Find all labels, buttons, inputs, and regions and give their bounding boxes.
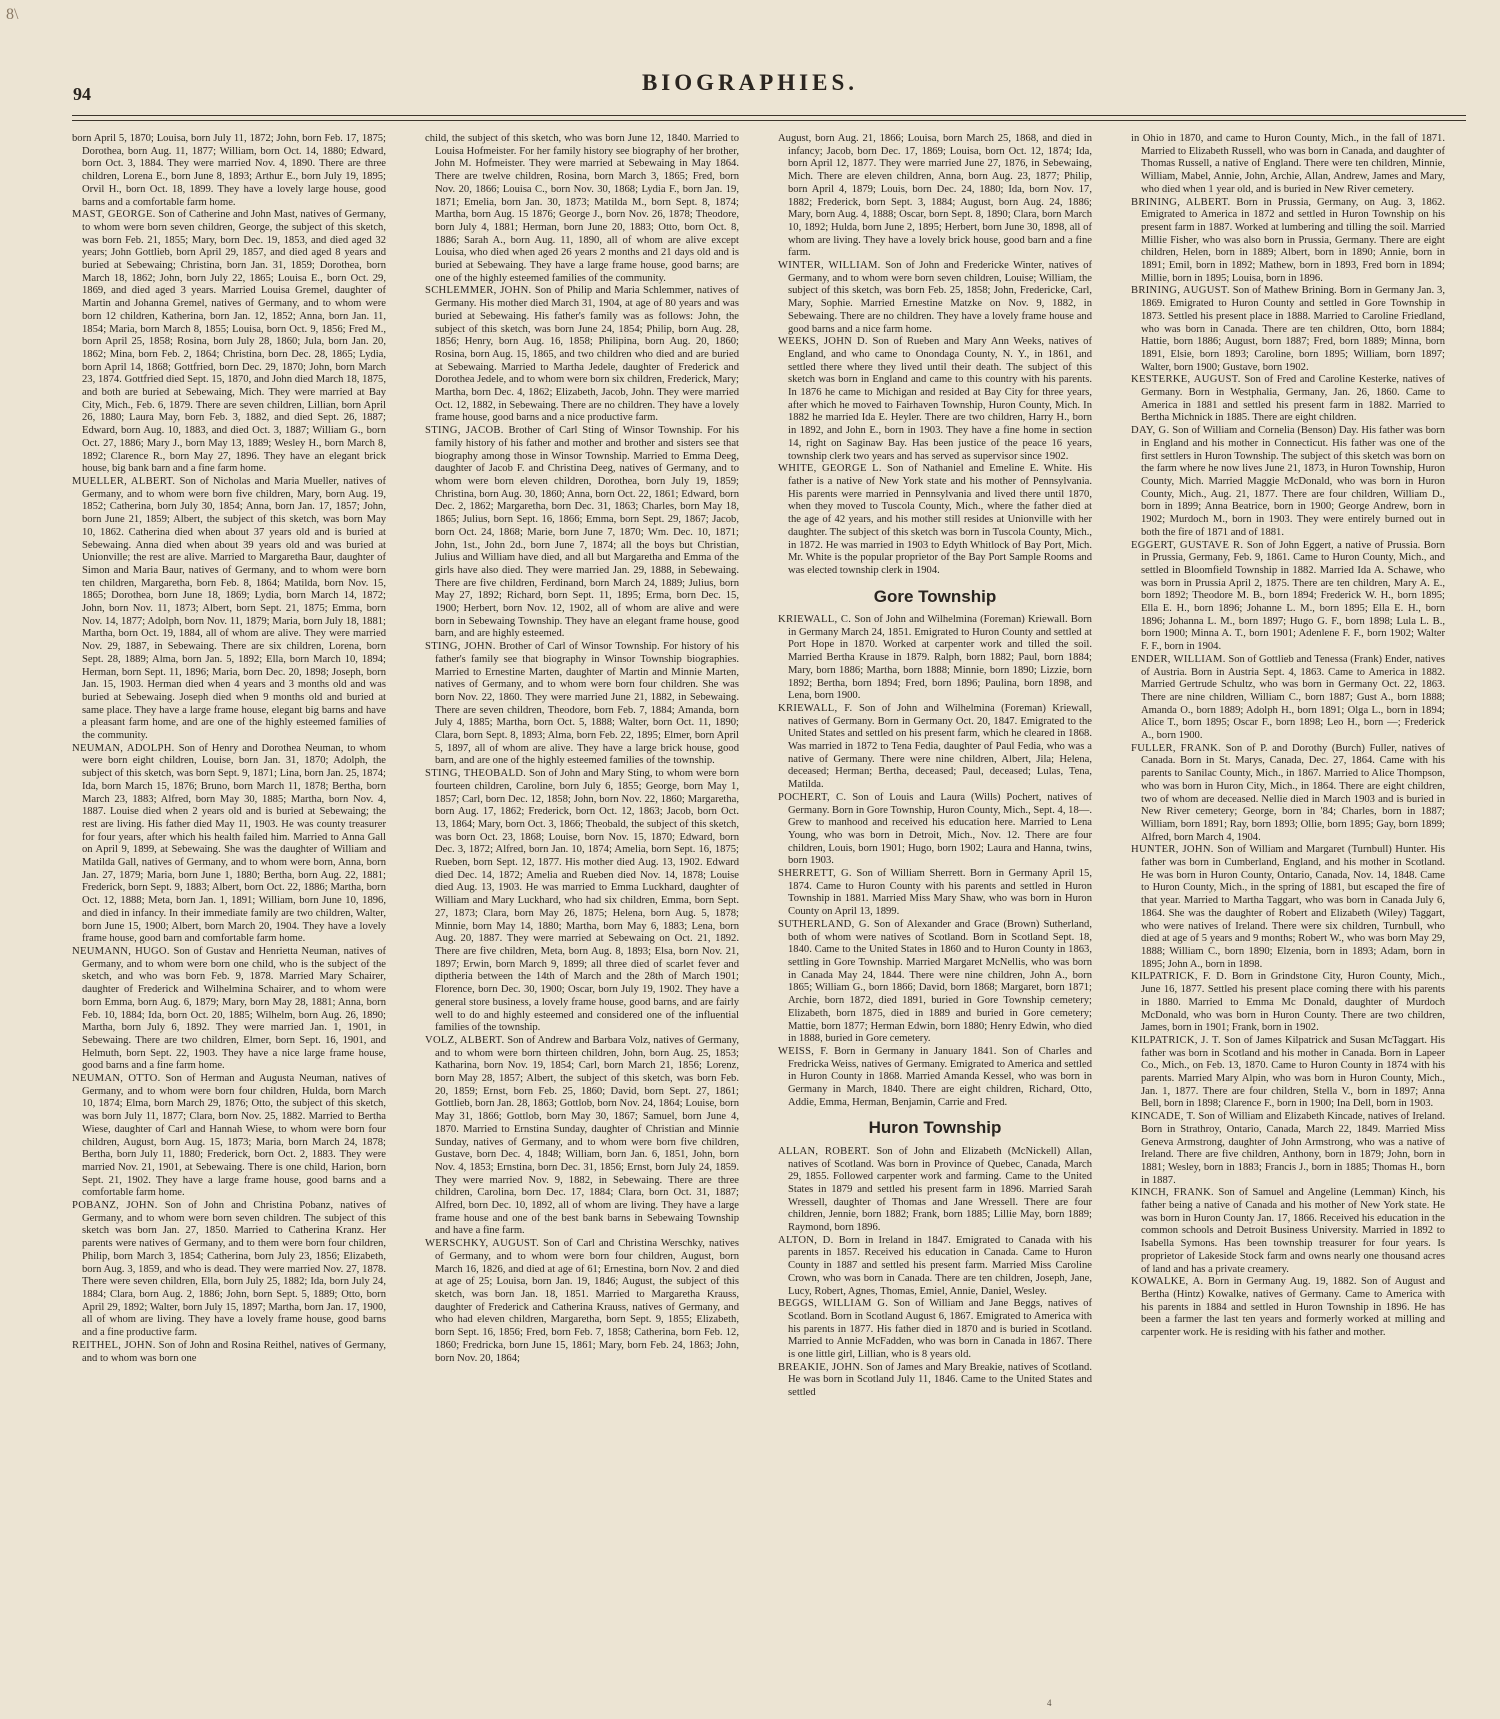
entry-name: KILPATRICK, J. T. — [1131, 1034, 1221, 1046]
entry-name: NEUMANN, HUGO. — [72, 946, 170, 957]
entry-text: August, born Aug. 21, 1866; Louisa, born March 25, 1868, and died in infancy; Jacob, born Dec. 17, 1869; Louisa, born Oct. 12, 1874; Ida, born April 12, 1877. They were married June 27, 1876, in Sebewaing, Mich. There are eleven children, Anna, born Aug. 23, 1877; Philip, born April 4, 1879; Louis, born Dec. 24, 1880; Ida, born Nov. 17, 1882; Frederick, born Sept. 3, 1884; August, born Aug. 24, 1886; Mary, born Aug. 4, 1888; Oscar, born Sept. 8, 1890; Clara, born March 10, 1892; Hulda, born June 2, 1895; Herbert, born June 30, 1898, all of whom are living. They have a lovely brick house, good barn and a fine farm. — [778, 133, 1092, 259]
entry-text: Born in Germany Aug. 19, 1882. Son of August and Bertha (Hintz) Kowalke, natives of Germany. Came to America with his parents in 1884 and settled in Huron Township in 1896. He has been a farmer the last ten years and formerly worked at milling and carpenter work. He is residing with his father and mother. — [1141, 1276, 1445, 1339]
entry-text: Son of John and Wilhelmina (Foreman) Kriewall, natives of Germany. Born in Germany Oct. 20, 1847. Emigrated to the United States and settled on his present farm, which he cleared in 1868. Was married in 1872 to Tena Fedia, daughter of Paul Fedia, who was a native of Germany. There were nine children, Albert, Jila; Helena, deceased; Herman; Bertha, deceased; Paul, deceased; Lulas, Tena, Matilda. — [788, 702, 1092, 791]
biography-entry — [1131, 1276, 1445, 1340]
page-number: 94 — [73, 84, 91, 104]
entry-name: STING, THEOBALD. — [425, 768, 527, 780]
entry-name: POBANZ, JOHN. — [72, 1200, 158, 1212]
entry-text: Son of Alexander and Grace (Brown) Sutherland, both of whom were natives of Scotland. Born in Scotland Sept. 18, 1840. Came to the United States in 1860 and to Huron County in 1863, settling in Gore Township. Married Margaret McNellis, who was born in Canada May 24, 1844. There were nine children, John A., born 1865; William G., born 1866; David, born 1868; Margaret, born 1871; Archie, born 1872, died 1891, buried in Gore Township cemetery; Elizabeth, born 1875, died in 1889 and buried in Gore cemetery; Mattie, born 1877; Herman Edwin, born 1880; Henry Edwin, who died in 1888, buried in Gore cemetery. — [788, 918, 1092, 1045]
entry-text: Son of Nicholas and Maria Mueller, natives of Germany, and to whom were born five children, Mary, born Aug. 19, 1852; Catherina, born July 30, 1854; Anna, born Jan. 17, 1857; John, born June 21, 1859; Albert, the subject of this sketch, was born May 10, 1862. Catherina died when about 37 years old and is buried at Sebewaing. Anna died when about 39 years old and was buried at Unionville; the rest are alive. Married to Margaretha Baur, daughter of Simon and Maria Baur, natives of Germany, and to whom were born ten children, Margaretha, born Feb. 8, 1864; Matilda, born Nov. 15, 1865; Dorothea, born June 18, 1869; Lydia, born March 14, 1872; John, born Nov. 11, 1873; Albert, born Sept. 21, 1875; Emma, born Nov. 14, 1877; Adolph, born Nov. 11, 1879; Maria, born July 18, 1881; Martha, born Oct. 19, 1884, all of whom are alive. They were married Nov. 29, 1887, in Sebewaing. There are six children, Lorena, born Sept. 28, 1889; Alma, born Jan. 5, 1892; Ella, born March 10, 1894; Herman, born Sept. 11, 1896; Maria, born Dec. 20, 1898; Joseph, born Jan. 15, 1903. Herman died when 4 years and 3 months old and was buried at Sebewaing. Joseph died when 9 months old and buried at same place. They have a large frame house, elegant big barns and have a pleasant farm home, and are one of the highly esteemed families of the community. — [82, 475, 386, 742]
entry-text: Son of John and Rosina Reithel, natives of Germany, and to whom was born one — [82, 1339, 386, 1364]
entry-text: in Ohio in 1870, and came to Huron County, Mich., in the fall of 1871. Married to Elizabeth Russell, who was born in Canada, and daughter of Thomas Russell, a native of England. There were ten children, Minnie, William, Mabel, Annie, John, Archie, Allan, Andrew, James and Mary, who died when 1 year old, and is buried in New River cemetery. — [1131, 133, 1445, 195]
biography-entry — [425, 425, 739, 641]
entry-text: Son of William Sherrett. Born in Germany April 15, 1874. Came to Huron County with his parents and settled in Huron Township in 1881. Married Miss Mary Shaw, who was born in Huron County on April 13, 1899. — [788, 868, 1092, 918]
entry-name: KINCH, FRANK. — [1131, 1187, 1214, 1199]
entry-name: BRINING, ALBERT. — [1131, 196, 1231, 208]
entry-text: Son of John and Elizabeth (McNickell) Allan, natives of Scotland. Was born in Province of Quebec, Canada, March 29, 1855. Followed carpenter work and farming. Came to the United States in 1879 and settled his present farm in 1896. Married Sarah Wressell, daughter of Thomas and Jane Wressell. There are four children, Jennie, born 1882; Frank, born 1885; Lillie May, born 1889; Raymond, born 1896. — [788, 1145, 1092, 1234]
entry-text: Son of John and Mary Sting, to whom were born fourteen children, Caroline, born July 6, 1855; George, born May 1, 1857; Carl, born Dec. 12, 1858; John, born Nov. 22, 1860; Margaretha, born Aug. 17, 1862; Frederick, born Oct. 12, 1863; Jacob, born Oct. 13, 1864; Mary, born Oct. 3, 1866; Theobald, the subject of this sketch, was born Oct. 23, 1868; Louise, born Nov. 15, 1870; Edward, born Dec. 3, 1872; Alfred, born Jan. 10, 1874; Amelia, born Sept. 16, 1875; Rueben, born Sept. 12, 1877. His mother died Aug. 13, 1902. Edward died Dec. 14, 1872; Amelia and Rueben died Nov. 14, 1878; Louise died Aug. 13, 1903. He was married to Emma Luckhard, daughter of William and Mary Luckhard, who had six children, Emma, born Sept. 27, 1873; Clara, born May 26, 1875; Helena, born Aug. 5, 1878; Minnie, born May 14, 1880; Martha, born May 6, 1883; Lena, born Aug. 20, 1887. They were married at Sebewaing on Oct. 21, 1892. There are five children, Meta, born Aug. 8, 1893; Elsa, born Nov. 21, 1897; Erwin, born March 9, 1899; all three died of scarlet fever and diptheria between the 14th of March and the 28th of March 1901; Florence, born Dec. 30, 1900; Oscar, born July 19, 1902. They have a general store business, a lovely frame house, good barns, and are fairly well to do and highly esteemed and considered one of the influential families of the township. — [435, 768, 739, 1034]
entry-text: Born in Ireland in 1847. Emigrated to Canada with his parents in 1857. Received his education in Canada. Came to Huron County in 1887 and settled his present farm. Married Miss Caroline Crown, who was born in Canada. There are ten children, Joseph, Jane, Lucy, Robert, Agnes, Thomas, Emiel, Annie, Daniel, Wesley. — [788, 1234, 1092, 1297]
entry-text: Son of John Eggert, a native of Prussia. Born in Prussia, Germany, Feb. 9, 1861. Came to Huron County, Mich., and settled in Bloomfield Township in 1882. Married Ida A. Schawe, who was born in Prussia April 2, 1875. There are ten children, Mary A. E., born 1892; Theodore M. B., born 1894; Frederick W. H., born 1895; Ella E. H., born 1896; Johanne L. M., born 1895; Ella E. H., born 1896; Johanna L. M., born 1897; Hugo G. F., born 1898; Lula L. B., born 1900; Minna A. T., born 1901; Adenlene F. F., born 1902; Walter F. F., born in 1904. — [1141, 539, 1445, 653]
biography-entry — [425, 768, 739, 1035]
biography-entry — [1131, 197, 1445, 286]
entry-name: KRIEWALL, F. — [778, 702, 853, 714]
entry-text: Son of Rueben and Mary Ann Weeks, natives of England, and who came to Onondaga County, N. Y., in 1861, and settled there where they lived until their death. The subject of this sketch was born in England and came to this country with his parents. In 1876 he came to Michigan and resided at Bay City for three years, after which he moved to Fairhaven Township, Huron County, Mich. In 1882 he married Ida E. Heyler. There are two children, Harry H., born in 1892, and John E., born in 1903. They have a fine home in section 14, right on Saginaw Bay. Has been justice of the peace 16 years, township clerk two years and has served as supervisor since 1902. — [788, 336, 1092, 462]
entry-name: KINCADE, T. — [1131, 1111, 1196, 1123]
entry-text: Son of Gustav and Henrietta Neuman, natives of Germany, and to whom were born one child, who is the subject of the sketch, and who was born Feb. 9, 1878. Married Mary Schairer, daughter of Frederick and Wilhelmina Schairer, and to whom were born Emma, born Aug. 6, 1879; Mary, born May 28, 1881; Anna, born Feb. 10, 1884; Ida, born Oct. 20, 1885; Wilhelm, born Aug. 26, 1890; Martha, born July 6, 1892. They were married Jan. 1, 1901, in Sebewaing. There are two children, Elmer, born Sept. 16, 1901, and Helmuth, born Sept. 22, 1903. They have a nice large frame house, good barns and a fine farm home. — [82, 946, 386, 1072]
column-2 — [425, 133, 739, 1688]
header-rule-thin — [72, 120, 1466, 121]
page-title: BIOGRAPHIES. — [641, 70, 859, 95]
biography-entry — [72, 946, 386, 1073]
biography-entry — [425, 641, 739, 768]
entry-text: Brother of Carl Sting of Winsor Township. For his family history of his father and mother and brother and sisters see that biography among those in Winsor Township. Married to Emma Deeg, daughter of Jacob F. and Christina Deeg, natives of Germany, and to whom were born eleven children, Dorothea, born July 19, 1859; Christina, born Aug. 30, 1860; Anna, born Oct. 22, 1861; Edward, born Dec. 2, 1862; Margaretha, born Dec. 31, 1863; Charles, born May 18, 1865; Julius, born Sept. 16, 1866; Emma, born Sept. 29, 1867; Jacob, born Oct. 24, 1868; Marie, born June 7, 1870; Wm. Dec. 10, 1871; John, 1st., John 2d., born June 7, 1874; all the boys but Christian, Julius and William have died, and all but Margaretha and Emma of the girls have also died. They were married Jan. 29, 1888, in Sebewaing. There are five children, Ferdinand, born March 24, 1889; Julius, born May 27, 1892; Richard, born Sept. 11, 1895; Erma, born Dec. 15, 1900; Herbert, born Nov. 12, 1902, all of whom are alive and were born in Sebewaing Township. They have an elegant frame house, good barn, and are highly esteemed. — [435, 425, 739, 640]
entry-text: Son of Catherine and John Mast, natives of Germany, to whom were born seven children, George, the subject of this sketch, was born Feb. 21, 1855; Mary, born Dec. 19, 1853, and died aged 32 years; John Gottlieb, born April 29, 1857, and died aged 8 years and buried at Sebewaing; Christina, born Jan. 31, 1859; Dorothea, born March 18, 1862; John, born July 22, 1865; Louisa E., born Oct. 29, 1869, and died aged 3 years. Married Louisa Gremel, daughter of Martin and Johanna Gremel, natives of Germany, and to whom were born 12 children, Katherina, born Jan. 12, 1852; Anna, born Jan. 11, 1854; Maria, born March 8, 1855; Louisa, born Oct. 9, 1856; Fred M., born April 25, 1858; Rosina, born July 28, 1860; Jula, born Jan. 20, 1862; Mina, born Feb. 2, 1864; Christina, born Dec. 28, 1865; Lydia, born April 14, 1868; Gottfried, born Dec. 29, 1870; John, born March 23, 1874. Gottfried died Sept. 15, 1870, and John died March 18, 1875, and both are buried at Sebewaing, Mich. They were married at Bay City, Mich., Feb. 6, 1879. There are seven children, Lillian, born April 26, 1880; Laura May, born Feb. 3, 1882, and died Sept. 26, 1887; Edward, born Aug. 10, 1883, and died Oct. 3, 1887; William G., born Oct. 27, 1886; Mary J., born May 13, 1889; Wesley H., born March 8, 1892; Clarence R., born May 27, 1896. They have an elegant brick house, big bank barn and a fine farm home. — [82, 209, 386, 475]
entry-name: ALTON, D. — [778, 1234, 834, 1246]
entry-text: Son of P. and Dorothy (Burch) Fuller, natives of Canada. Born in St. Marys, Canada, Dec. 27, 1864. Came with his parents to Sanilac County, Mich., in 1867. Married to Alice Thompson, who was born in Huron City, Mich., in 1864. There are eight children, two of whom are deceased. Nellie died in March 1903 and is buried in New River cemetery; George, born in '84; Charles, born in 1887; William, born 1891; Ray, born 1893; Ollie, born 1895; Gay, born 1899; Alfred, born March 4, 1904. — [1141, 742, 1445, 843]
entry-text: born April 5, 1870; Louisa, born July 11, 1872; John, born Feb. 17, 1875; Dorothea, born Aug. 11, 1877; William, born Oct. 14, 1880; Edward, born Oct. 3, 1884. They were married Nov. 4, 1890. There are three children, Lorena E., born June 8, 1893; Arthur E., born July 19, 1895; Orvil H., born Oct. 18, 1899. They have a lovely large house, good barns and a comfortable farm home. — [72, 133, 386, 208]
entry-text: Son of John and Wilhelmina (Foreman) Kriewall. Born in Germany March 24, 1851. Emigrated to Huron County and settled at Port Hope in 1870. Worked at carpenter work and tilled the soil. Married Bertha Krause in 1879. Ralph, born 1882; Paul, born 1884; Mary, born 1886; Martha, born 1888; Minnie, born 1890; Lizzie, born 1892; Bertha, born 1894; Fred, born 1896; Paulina, born 1898, and Lena, born 1900. — [788, 614, 1092, 702]
entry-name: SCHLEMMER, JOHN. — [425, 285, 532, 297]
entry-name: KILPATRICK, F. D. — [1131, 971, 1228, 983]
entry-name: MUELLER, ALBERT. — [72, 475, 176, 487]
biography-entry — [72, 133, 386, 209]
biography-entry — [778, 792, 1092, 868]
biography-entry — [72, 1073, 386, 1200]
entry-name: POCHERT, C. — [778, 791, 847, 803]
entry-text: Son of Mathew Brining. Born in Germany Jan. 3, 1869. Emigrated to Huron County and settled in Gore Township in 1873. Settled his present place in 1888. Married to Caroline Friedland, who was born in Canada. There are ten children, Otto, born 1884; Hattie, born 1886; August, born 1887; Fred, born 1889; Minna, born 1891, Elsie, born 1893; Caroline, born 1895; William, born 1897; Walter, born 1900; Gustave, born 1902. — [1141, 285, 1445, 373]
biography-entry — [1131, 374, 1445, 425]
entry-name: KRIEWALL, C. — [778, 614, 852, 625]
biography-entry — [778, 1298, 1092, 1362]
entry-text: Son of Gottlieb and Tenessa (Frank) Ender, natives of Austria. Born in Austria Sept. 4, 1863. Came to America in 1882. Married Gertrude Schultz, who was born in Germany Oct. 22, 1863. There are nine children, William C., born 1887; Gust A., born 1888; Amanda O., born 1889; Adolph H., born 1891; Olga L., born in 1894; Alice T., born 1895; Oscar F., born 1898; Leo H., born —; Frederick A., born 1900. — [1141, 653, 1445, 742]
biography-entry — [1131, 133, 1445, 197]
entry-name: NEUMAN, OTTO. — [72, 1073, 161, 1085]
entry-name: VOLZ, ALBERT. — [425, 1034, 505, 1046]
biography-entry — [778, 133, 1092, 260]
biography-entry — [778, 614, 1092, 703]
entry-name: NEUMAN, ADOLPH. — [72, 742, 175, 754]
entry-text: Son of Philip and Maria Schlemmer, natives of Germany. His mother died March 31, 1904, at age of 80 years and was buried at Sebewaing. His father's family was as follows: John, the subject of this sketch, was born June 24, 1854; Philip, born Aug. 28, 1856; Henry, born Aug. 16, 1858; Philipina, born Aug. 20, 1860; Rosina, born Aug. 15, 1865, and two children who died and are buried at Sebewaing. Married to Martha Jedele, daughter of Frederick and Dorothea Jedele, and to whom were born six children, Frederick, Mary; Martha, born Dec. 4, 1862; Elizabeth, Jacob, John. They were married Oct. 12, 1882, in Sebewaing. There are no children. They have a lovely frame house, good barns and a nice productive farm. — [435, 285, 739, 424]
entry-text: Born in Prussia, Germany, on Aug. 3, 1862. Emigrated to America in 1872 and settled in Huron Township on his present farm in 1887. Worked at lumbering and tilling the soil. Married Millie Fisher, who was also born in Prussia, Germany. There are eight children, Helen, born in 1889; Albert, born in 1890; Annie, born in 1891; Emil, born in 1892; Mathew, born in 1893, Fred born in 1894; Millie, born in 1895; Louisa, born in 1896. — [1141, 196, 1445, 284]
entry-text: Son of John and Christina Pobanz, natives of Germany, and to whom were born seven children. The subject of this sketch was born Jan. 27, 1850. Married to Catherina Kranz. Her parents were natives of Germany, and to them were born four children, Philip, born March 3, 1854; Catherina, born July 23, 1856; Elizabeth, born Aug. 3, 1859, and who is dead. They were married Nov. 27, 1878. There were seven children, Ella, born July 25, 1882; Ida, born July 24, 1884; Clara, born Aug. 2, 1886; John, born Sept. 5, 1889; Otto, born April 29, 1892; Walter, born July 15, 1897; Martha, born Jan. 17, 1900, all of whom are living. They have a lovely frame house, good barns and a fine productive farm. — [82, 1200, 386, 1339]
entry-text: Son of William and Cornelia (Benson) Day. His father was born in England and his mother in Connecticut. His father was one of the first settlers in Huron Township. The subject of this sketch was born on the farm where he now lives June 21, 1873, in Huron Township, Huron County, Mich. Married Maggie McDonald, who was born in Huron County, Mich., Aug. 21, 1877. There are four children, William D., born in 1899; Anna Beatrice, born in 1900; George Andrew, born in 1902; Murdoch M., born in 1903. They were entirely burned out in both the fire of 1871 and of 1881. — [1141, 425, 1445, 538]
entry-name: KOWALKE, A. — [1131, 1276, 1204, 1288]
entry-text: Son of Fred and Caroline Kesterke, natives of Germany. Born in Westphalia, Germany, Jan. 26, 1860. Came to America in 1881 and settled his present farm in 1882. Married to Bertha Michnick in 1885. There are eight children. — [1141, 374, 1445, 424]
biography-entry — [1131, 743, 1445, 845]
entry-text: Son of Louis and Laura (Wills) Pochert, natives of Germany. Born in Gore Township, Huron County, Mich., Sept. 4, 18—. Grew to manhood and received his education here. Married to Lena Young, who was born in Detroit, Mich., Nov. 12. There are four children, Louis, born 1901; Hugo, born 1902; Laura and Hanna, twins, born 1903. — [788, 791, 1092, 867]
biography-entry — [425, 1035, 739, 1238]
entry-text: Born in Grindstone City, Huron County, Mich., June 16, 1877. Settled his present place coming there with his parents in 1880. Married to Emma Mc Donald, daughter of Murdoch McDonald, who was born in Huron County. There are two children, James, born in 1901; Frank, born in 1902. — [1141, 971, 1445, 1034]
entry-name: BEGGS, WILLIAM G. — [778, 1298, 889, 1310]
margin-handwritten-mark: 8\ — [6, 6, 19, 23]
biography-entry — [72, 1200, 386, 1340]
entry-name: HUNTER, JOHN. — [1131, 844, 1214, 856]
biography-entry — [1131, 971, 1445, 1035]
entry-name: SHERRETT, G. — [778, 868, 852, 880]
entry-text: Son of Andrew and Barbara Volz, natives of Germany, and to whom were born thirteen children, John, born Aug. 25, 1853; Katharina, born Nov. 19, 1854; Carl, born March 21, 1856; Lorenz, born May 28, 1857; Albert, the subject of this sketch, was born Feb. 20, 1859; Ernst, born Feb. 25, 1860; David, born Sept. 27, 1861; Gottlieb, born Jan. 28, 1863; Gottlob, born Nov. 24, 1864; Louise, born May 31, 1866; Gottlob, born May 30, 1867; Samuel, born June 4, 1870. Married to Ernstina Sunday, daughter of Christian and Minnie Sunday, natives of Germany, and to whom were born five children, Gustave, born Dec. 4, 1848; William, born Jan. 6, 1851, John, born Nov. 4, 1853; Ernstina, born Dec. 31, 1856; Ernst, born July 24, 1859. They were married Nov. 9, 1882, in Sebewaing. There are three children, Carolina, born Dec. 17, 1884; Clara, born Oct. 31, 1887; Alfred, born Dec. 10, 1892, all of whom are living. They have a large frame house and one of the best bank barns in Sebewaing Township and have a fine farm. — [435, 1034, 739, 1237]
entry-name: EGGERT, GUSTAVE R. — [1131, 539, 1244, 551]
entry-name: SUTHERLAND, G. — [778, 918, 870, 930]
entry-name: WHITE, GEORGE L. — [778, 463, 882, 475]
biography-entry — [778, 1362, 1092, 1400]
biography-entry — [778, 463, 1092, 577]
biography-entry — [1131, 1111, 1445, 1187]
header-rule — [72, 115, 1466, 116]
entry-name: WINTER, WILLIAM. — [778, 260, 881, 272]
biography-entry — [72, 209, 386, 476]
biography-entry — [778, 1235, 1092, 1299]
entry-text: Son of William and Margaret (Turnbull) Hunter. His father was born in Cumberland, England, and his mother in Scotland. He was born in Huron County, Ontario, Canada, Nov. 14, 1848. Came to Huron County, Mich., in the spring of 1881, but escaped the fire of that year. Married to Martha Taggart, who was born in Canada July 6, 1864. She was the daughter of Robert and Elizabeth (Wiley) Taggart, who were natives of Ireland. There were six children, Turnbull, who died at age of 5 years and 9 months; Robert W., who was born May 29, 1888; William C., born 1890; Elzenia, born in 1893; Adam, born in 1895; John A., born in 1898. — [1141, 844, 1445, 970]
entry-text: Son of Carl and Christina Werschky, natives of Germany, and to whom were born four children, August, born March 16, 1826, and died at age of 61; Ernestina, born Nov. 2 and died at age of 25; Louisa, born Jan. 19, 1846; August, the subject of this sketch, was born Jan. 18, 1851. Married to Margaretha Krauss, daughter of Frederick and Catherina Krauss, natives of Germany, and who had eleven children, Margaretha, born Sept. 9, 1855; Elizabeth, born Sept. 16, 1856; Fred, born Feb. 7, 1858; Catherina, born Feb. 12, 1860; Fredricka, born June 15, 1861; Mary, born Feb. 24, 1863; John, born Nov. 20, 1864; — [435, 1238, 739, 1364]
entry-name: DAY, G. — [1131, 425, 1170, 437]
entry-name: STING, JOHN. — [425, 641, 496, 653]
biography-entry — [778, 868, 1092, 919]
entry-text: Son of William and Jane Beggs, natives of Scotland. Born in Scotland August 6, 1867. Emigrated to America with his parents in 1877. His father died in 1870 and is buried in Scotland. Married to Annie McFadden, who was born in Canada in 1867. There is one little girl, Lillian, who is 8 years old. — [788, 1298, 1092, 1361]
entry-text: Brother of Carl of Winsor Township. For history of his father's family see that biography in Winsor Township biographies. Married to Ernestine Marten, daughter of Martin and Minnie Marten, natives of Germany, and to whom were born four children. She was born Nov. 22, 1860. They were married June 21, 1882, in Sebewaing. There are seven children, Theodore, born Feb. 7, 1884; Amanda, born July 4, 1885; Martha, born Oct. 5, 1888; Walter, born Oct. 11, 1890; Clara, born Sept. 8, 1893; Alma, born Feb. 22, 1895; Elmer, born April 5, 1897, all of whom are alive. They have a large brick house, good barn, and are one of the highly esteemed families of the township. — [435, 641, 739, 767]
biography-entry — [1131, 1187, 1445, 1276]
biography-entry — [72, 743, 386, 946]
biography-entry — [778, 919, 1092, 1046]
entry-name: WERSCHKY, AUGUST. — [425, 1238, 540, 1250]
entry-name: ENDER, WILLIAM. — [1131, 653, 1226, 665]
biography-entry — [778, 336, 1092, 463]
biography-entry — [1131, 844, 1445, 971]
biography-entry — [425, 133, 739, 285]
section-heading: Huron Township — [868, 1118, 1002, 1138]
entry-name: STING, JACOB. — [425, 425, 504, 437]
column-1 — [72, 133, 386, 1688]
section-heading: Gore Township — [873, 586, 997, 606]
entry-name: WEEKS, JOHN D. — [778, 336, 868, 348]
biography-entry — [1131, 285, 1445, 374]
biography-entry — [778, 1046, 1092, 1110]
entry-name: KESTERKE, AUGUST. — [1131, 374, 1241, 386]
entry-name: BRINING, AUGUST. — [1131, 285, 1230, 297]
biography-entry — [1131, 425, 1445, 539]
footer-mark: 4 — [1047, 1698, 1052, 1708]
entry-name: REITHEL, JOHN. — [72, 1339, 156, 1351]
biography-entry — [1131, 654, 1445, 743]
entry-name: ALLAN, ROBERT. — [778, 1145, 870, 1157]
entry-text: Son of Samuel and Angeline (Lemman) Kinch, his father being a native of Canada and his mother of New York state. He was born in Huron County Jan. 17, 1866. Received his education in the common schools and Detroit Business University. Married in 1892 to Isabella Symons. Has been township treasurer for four years. Is proprietor of Lakeside Stock farm and owns nearly one thousand acres of land and has a private creamery. — [1141, 1187, 1445, 1275]
entry-text: Son of James and Mary Breakie, natives of Scotland. He was born in Scotland July 11, 1846. Came to the United States and settled — [788, 1361, 1092, 1399]
entry-text: Son of John and Fredericke Winter, natives of Germany, and to whom were born seven children, Louise; William, the subject of this sketch, was born Feb. 25, 1858; John, Fredericke, Carl, Mary, Sophie. Married Ernestine Matzke on Nov. 9, 1882, in Sebewaing. There are no children. They have a lovely frame house and good barns and a nice farm home. — [788, 260, 1092, 335]
entry-text: Son of William and Elizabeth Kincade, natives of Ireland. Born in Strathroy, Ontario, Canada, March 22, 1849. Married Miss Geneva Armstrong, daughter of John Armstrong, who was a native of Ireland. There are five children, Anthony, born in 1879; John, born in 1881; Wesley, born in 1883; Francis J., born in 1885; Thomas H., born in 1887. — [1141, 1111, 1445, 1186]
biography-entry — [72, 1340, 386, 1365]
entry-text: Son of Henry and Dorothea Neuman, to whom were born eight children, Louise, born Jan. 31, 1870; Adolph, the subject of this sketch, was born Sept. 9, 1871; Lina, born Jan. 25, 1874; Ida, born March 15, 1876; Bruno, born March 11, 1878; Bertha, born March 23, 1883; Alfred, born May 30, 1885; Martha, born Nov. 4, 1887. Louise died when 2 years old and is buried at Sebewaing; the rest are living. His father died May 11, 1903. He was county treasurer for four years, after which his health failed him. Married to Anna Gall on April 9, 1899, at Sebewaing. She was the daughter of William and Matilda Gall, natives of Germany, and to whom were born, Anna, born Jan. 27, 1879; Maria, born June 1, 1880; Bertha, born Aug. 22, 1881; Frederick, born Sept. 9, 1883; Albert, born Oct. 22, 1886; Martha, born Oct. 12, 1888; Meta, born Jan. 1, 1891; William, born June 10, 1896, and died in infancy. In their immediate family are two children, Walter, born June 15, 1900; Albert, born March 20, 1904. They have a lovely frame house, good barn and comfortable farm home. — [82, 742, 386, 945]
biography-entry — [1131, 540, 1445, 654]
entry-name: WEISS, F. — [778, 1045, 829, 1057]
entry-text: Son of Herman and Augusta Neuman, natives of Germany, and to whom were born four children, Hulda, born March 10, 1874; Elma, born March 29, 1876; Otto, the subject of this sketch, was born July 11, 1877; Clara, born Nov. 25, 1882. Married to Bertha Wiese, daughter of Carl and Hannah Wiese, to whom were born four children, August, born Aug. 15, 1873; Maria, born March 24, 1878; Bertha, born July 11, 1880; Frederick, born Oct. 2, 1883. They were married Nov. 21, 1901, at Sebewaing. There is one child, Harion, born Sept. 21, 1902. They have a large frame house, good barns and a comfortable farm home. — [82, 1073, 386, 1199]
biography-entry — [425, 1238, 739, 1365]
entry-name: FULLER, FRANK. — [1131, 742, 1222, 754]
biography-entry — [425, 285, 739, 425]
column-3 — [778, 133, 1092, 1688]
entry-text: Born in Germany in January 1841. Son of Charles and Fredricka Weiss, natives of Germany. Emigrated to America and settled in Huron County in 1868. Married Amanda Kessel, who was born in Germany in March, 1840. There are eight children, Richard, Otto, Addie, Emma, Herman, Benjamin, Carrie and Fred. — [788, 1045, 1092, 1108]
biography-entry — [1131, 1035, 1445, 1111]
biography-entry — [778, 260, 1092, 336]
entry-text: child, the subject of this sketch, who was born June 12, 1840. Married to Louisa Hofmeister. For her family history see biography of her brother, John M. Hofmeister. They were married at Sebewaing in May 1864. There are twelve children, Rosina, born March 3, 1865; Fred, born Nov. 20, 1866; Louisa C., born Nov. 30, 1868; Lydia F., born Jan. 19, 1871; Emelia, born Jan. 30, 1873; Matilda M., born Sept. 8, 1874; Martha, born Aug. 15 1876; George J., born Nov. 26, 1878; Theodore, born July 4, 1881; Herman, born June 20, 1883; Otto, born Oct. 8, 1886; Sarah A., born Aug. 11, 1890, all of whom are alive except Louisa, who died when aged 26 years 2 months and 21 days old and is buried at Sebewaing. They have a large frame house, good barns; are one of the highly esteemed families of the community. — [425, 133, 739, 284]
biography-entry — [72, 476, 386, 743]
column-4 — [1131, 133, 1445, 1688]
biography-entry — [778, 703, 1092, 792]
entry-text: Son of Nathaniel and Emeline E. White. His father is a native of New York state and his mother of Pennsylvania. His parents were married in Pennsylvania and lived there until 1870, when they moved to Tuscola County, Mich., where the father died at the age of 42 years, and his mother still resides at Unionville with her daughter. The subject of this sketch was born in Tuscola County, Mich., in 1872. He was married in 1903 to Edyth Whitlock of Bay Port, Mich. Mr. White is the popular proprietor of the Bay Port Sample Rooms and was elected township clerk in 1904. — [788, 463, 1092, 576]
entry-text: Son of James Kilpatrick and Susan McTaggart. His father was born in Scotland and his mother in Canada. Born in Lapeer Co., Mich., on Feb. 13, 1870. Came to Huron County in 1874 with his parents. Married Mary Alpin, who was born in Huron County, Mich., Jan. 1, 1877. There are four children, Stella V., born in 1897; Anna Bell, born in 1898; Clarence F., born in 1900; Ina Dell, born in 1903. — [1141, 1034, 1445, 1110]
biography-entry — [778, 1146, 1092, 1235]
entry-name: MAST, GEORGE. — [72, 209, 156, 221]
entry-name: BREAKIE, JOHN. — [778, 1361, 864, 1373]
